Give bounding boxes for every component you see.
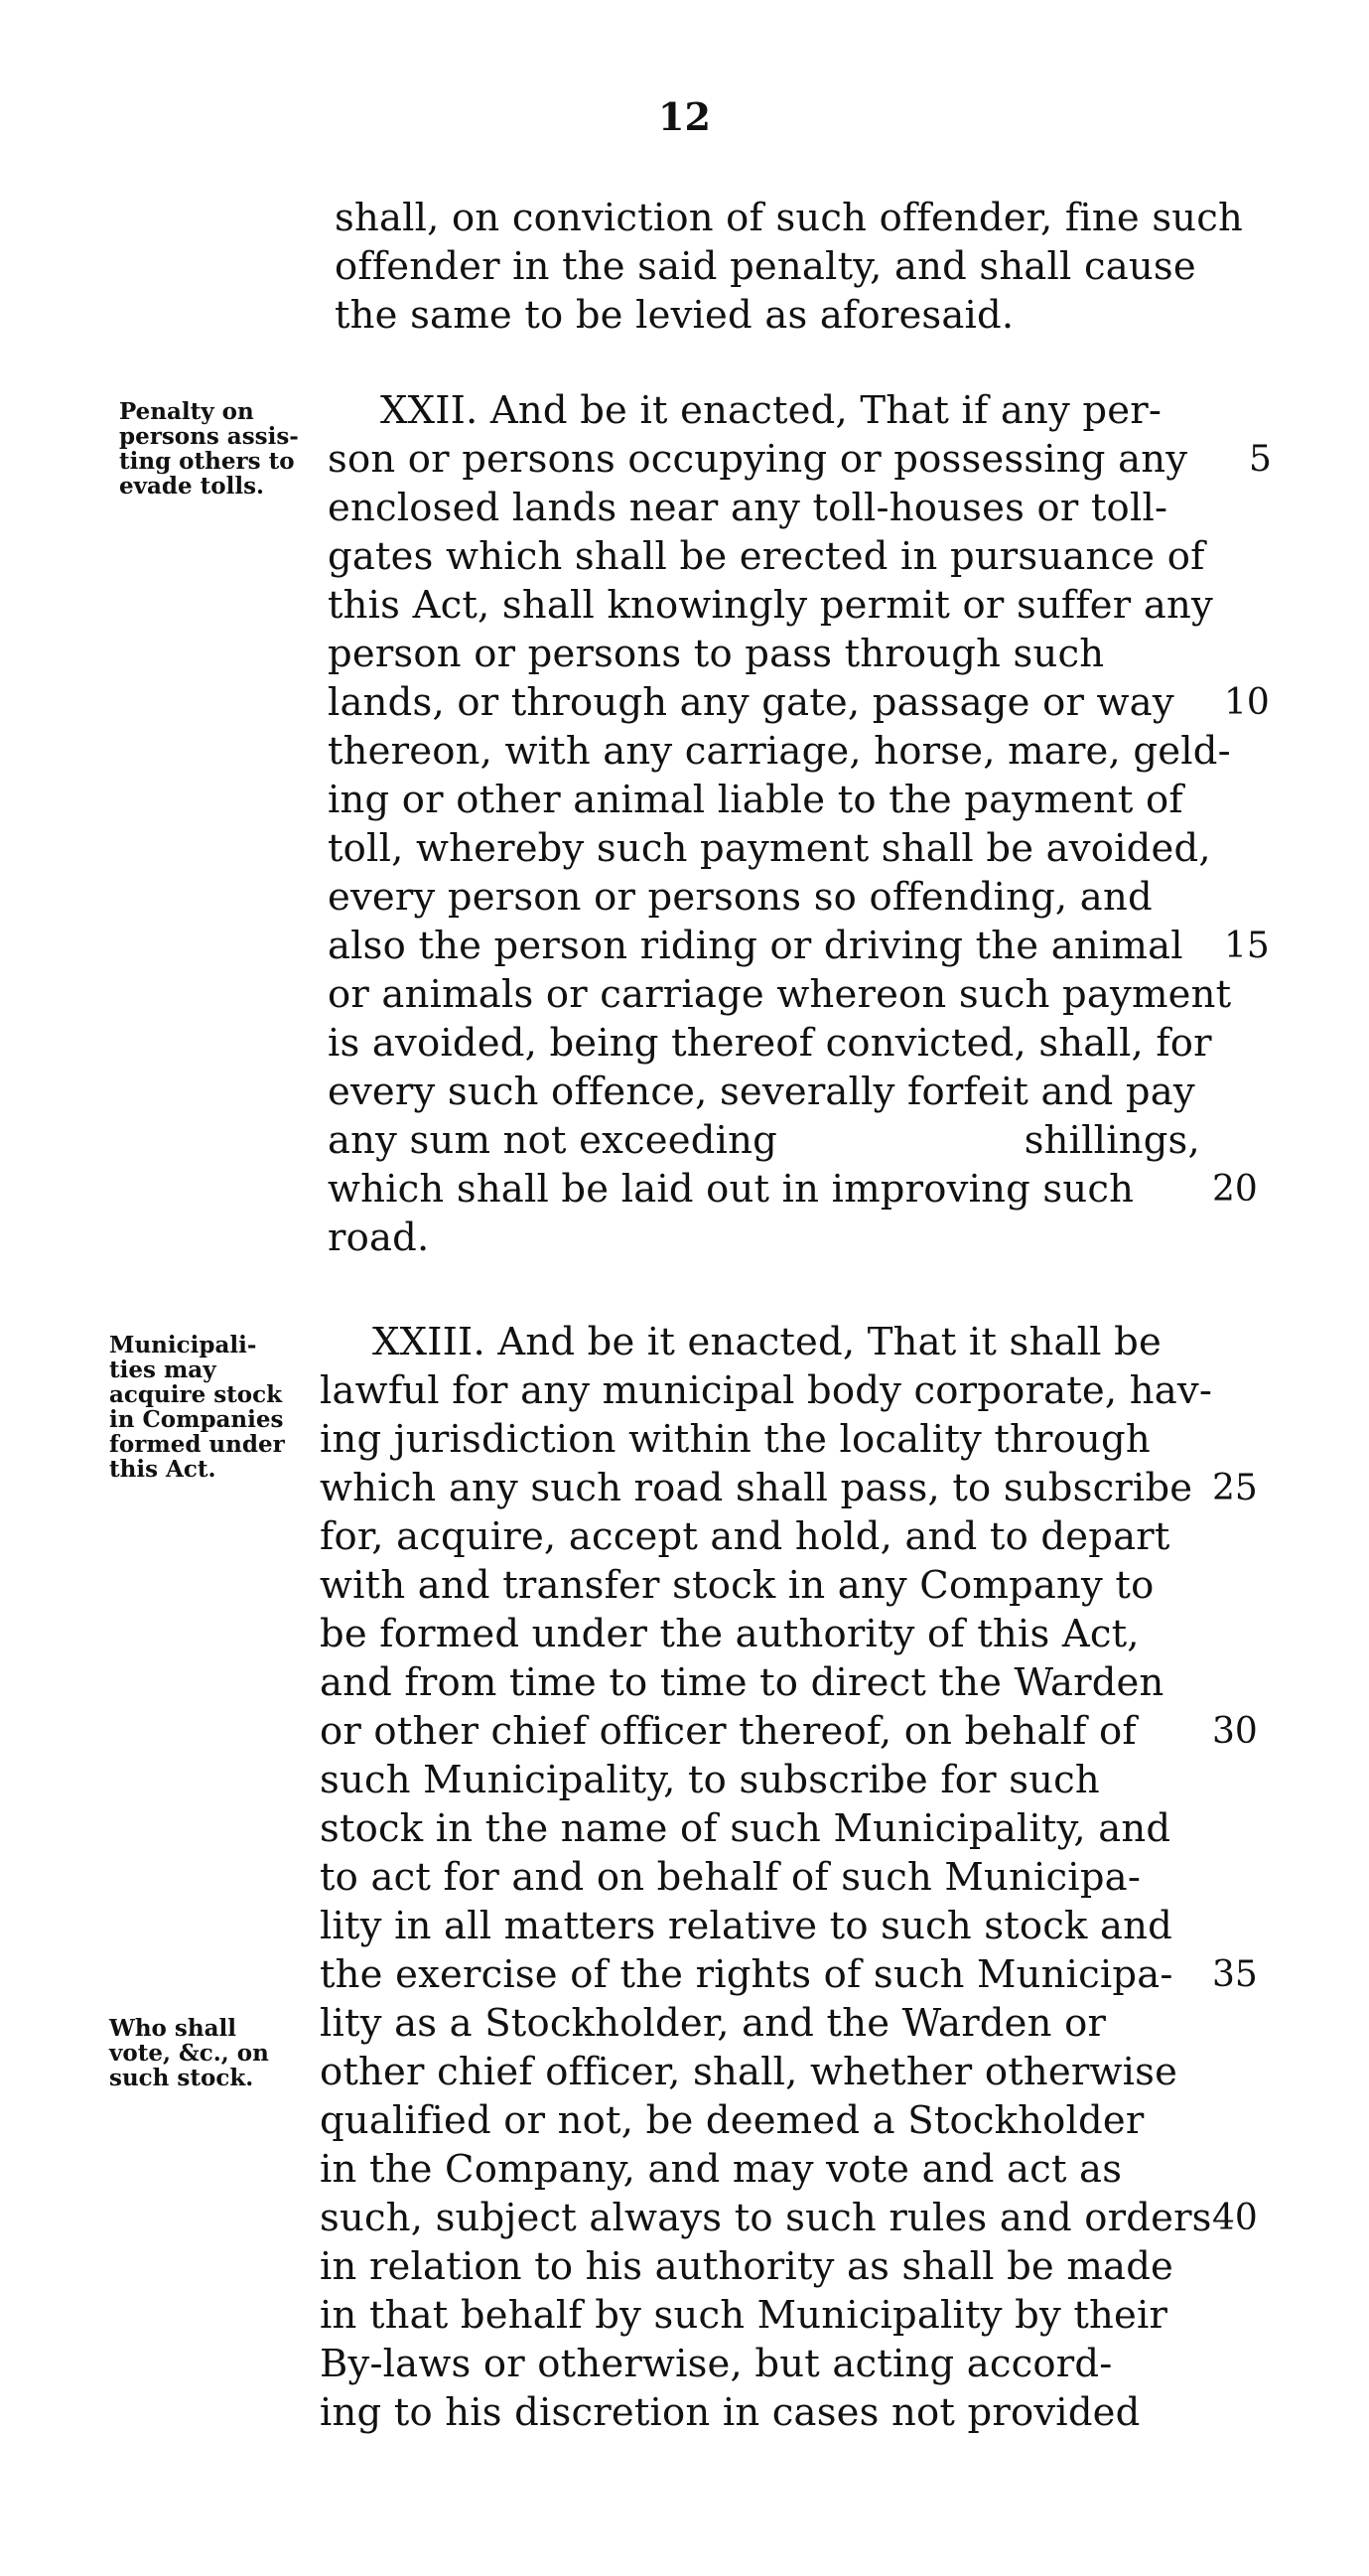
line-number: 20 (1212, 1169, 1258, 1210)
body-line: the same to be levied as aforesaid. (335, 293, 1015, 338)
margin-note-line: Who shall (109, 2015, 236, 2042)
margin-note-line: ties may (109, 1357, 216, 1383)
body-line: road. (328, 1216, 430, 1260)
line-number: 5 (1249, 439, 1272, 480)
body-line: lity as a Stockholder, and the Warden or (320, 2001, 1107, 2046)
body-line: person or persons to pass through such (328, 632, 1105, 676)
page-number: 12 (658, 94, 711, 139)
body-line: By-laws or otherwise, but acting accord- (320, 2342, 1113, 2386)
body-line: gates which shall be erected in pursuance of (328, 534, 1205, 579)
body-line: with and transfer stock in any Company to (320, 1563, 1155, 1608)
body-line: which shall be laid out in improving such (328, 1167, 1135, 1212)
margin-note-line: acquire stock (109, 1381, 283, 1408)
body-line: ing or other animal liable to the payment of (328, 778, 1183, 822)
body-line: in relation to his authority as shall be made (320, 2244, 1174, 2289)
body-line: qualified or not, be deemed a Stockholder (320, 2098, 1145, 2143)
line-number: 15 (1224, 926, 1270, 966)
body-line: thereon, with any carriage, horse, mare, geld- (328, 729, 1231, 774)
body-line: toll, whereby such payment shall be avoided, (328, 826, 1211, 871)
body-line: such Municipality, to subscribe for such (320, 1758, 1100, 1802)
margin-note-line: in Companies (109, 1406, 284, 1433)
body-line: lity in all matters relative to such stock and (320, 1904, 1173, 1948)
body-line: shall, on conviction of such offender, fine such (335, 196, 1244, 240)
margin-note-line: ting others to (119, 448, 295, 475)
line-number: 40 (1212, 2198, 1258, 2238)
body-line: also the person riding or driving the animal (328, 924, 1183, 968)
body-line: such, subject always to such rules and orders (320, 2196, 1212, 2240)
body-line: son or persons occupying or possessing any (328, 437, 1188, 482)
body-line: every person or persons so offending, and (328, 875, 1153, 920)
body-line: be formed under the authority of this Act, (320, 1612, 1140, 1656)
body-line: the exercise of the rights of such Municipa- (320, 1952, 1173, 1997)
body-line: stock in the name of such Municipality, and (320, 1806, 1171, 1851)
body-line: this Act, shall knowingly permit or suffer any (328, 583, 1213, 628)
body-line: ing to his discretion in cases not provided (320, 2390, 1141, 2435)
body-line: ing jurisdiction within the locality through (320, 1417, 1151, 1462)
line-number: 25 (1212, 1468, 1258, 1508)
body-line: offender in the said penalty, and shall cause (335, 244, 1196, 289)
body-line: in that behalf by such Municipality by their (320, 2293, 1168, 2338)
body-line: lawful for any municipal body corporate, hav- (320, 1368, 1213, 1413)
body-line: which any such road shall pass, to subscribe (320, 1466, 1193, 1510)
margin-note-line: persons assis- (119, 423, 299, 450)
body-line: or other chief officer thereof, on behalf of (320, 1709, 1137, 1754)
line-number: 30 (1212, 1711, 1258, 1752)
section-heading-line: XXIII. And be it enacted, That it shall be (372, 1320, 1162, 1364)
margin-note-line: vote, &c., on (109, 2040, 269, 2067)
margin-note-line: Penalty on (119, 398, 254, 425)
body-line: any sum not exceeding shillings, (328, 1118, 1200, 1163)
body-line: in the Company, and may vote and act as (320, 2147, 1123, 2192)
body-line: lands, or through any gate, passage or way (328, 680, 1174, 725)
body-line: for, acquire, accept and hold, and to depart (320, 1514, 1170, 1559)
body-line: or animals or carriage whereon such payment (328, 972, 1232, 1017)
body-line: to act for and on behalf of such Municipa- (320, 1855, 1142, 1900)
body-line: other chief officer, shall, whether otherwise (320, 2050, 1178, 2094)
margin-note-line: this Act. (109, 1456, 216, 1483)
section-heading-line: XXII. And be it enacted, That if any per- (380, 388, 1163, 433)
body-line: and from time to time to direct the Warden (320, 1660, 1164, 1705)
body-line: is avoided, being thereof convicted, shall, for (328, 1021, 1212, 1066)
margin-note-line: formed under (109, 1431, 285, 1458)
margin-note-line: Municipali- (109, 1332, 257, 1359)
body-line: enclosed lands near any toll-houses or toll- (328, 486, 1168, 530)
margin-note-line: such stock. (109, 2065, 254, 2091)
margin-note-line: evade tolls. (119, 473, 265, 500)
line-number: 35 (1212, 1954, 1258, 1995)
line-number: 10 (1224, 682, 1270, 723)
body-line: every such offence, severally forfeit and pay (328, 1070, 1195, 1114)
